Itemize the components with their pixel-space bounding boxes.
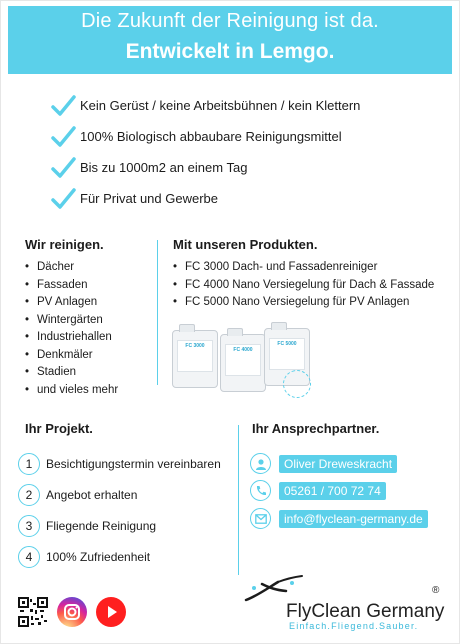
service-item: • Industriehallen xyxy=(25,329,155,347)
can-cap xyxy=(179,324,195,332)
step-number: 4 xyxy=(18,546,40,568)
product-item: • FC 4000 Nano Versiegelung für Dach & Fassade xyxy=(173,277,453,295)
person-icon xyxy=(250,453,271,474)
qr-code-icon[interactable] xyxy=(18,597,48,627)
service-item: • Dächer xyxy=(25,259,155,277)
service-item: • Denkmäler xyxy=(25,347,155,365)
registered-mark: ® xyxy=(432,585,440,596)
service-item: • PV Anlagen xyxy=(25,294,155,312)
product-item: • FC 5000 Nano Versiegelung für PV Anlagen xyxy=(173,294,453,312)
check-icon xyxy=(50,188,76,210)
check-icon xyxy=(50,126,76,148)
instagram-icon[interactable] xyxy=(57,597,87,627)
benefit-text: 100% Biologisch abbaubare Reinigungsmittel xyxy=(80,129,342,144)
benefit-item xyxy=(50,152,360,183)
contact-phone[interactable] xyxy=(250,480,386,501)
subheadline: Entwickelt in Lemgo. xyxy=(125,40,335,63)
benefit-text: Bis zu 1000m2 an einem Tag xyxy=(80,160,248,175)
step-number: 2 xyxy=(18,484,40,506)
step-text: Fliegende Reinigung xyxy=(46,519,157,533)
benefit-item xyxy=(50,90,360,121)
services-list xyxy=(25,259,155,399)
column-divider xyxy=(157,240,158,385)
project-step xyxy=(18,453,221,475)
project-title: Ihr Projekt. xyxy=(25,421,93,436)
contact-name: Oliver Dreweskracht xyxy=(279,455,397,473)
contact-person xyxy=(250,453,397,474)
benefits-list xyxy=(50,90,360,214)
phone-icon xyxy=(250,480,271,501)
brand-name: FlyClean Germany xyxy=(286,601,445,622)
headline: Die Zukunft der Reinigung ist da. xyxy=(81,10,379,32)
service-item: • und vieles mehr xyxy=(25,382,155,400)
step-text: Besichtigungstermin vereinbaren xyxy=(46,457,221,471)
can-cap xyxy=(227,328,243,336)
step-text: Angebot erhalten xyxy=(46,488,138,502)
service-item: • Fassaden xyxy=(25,277,155,295)
brand-tagline: Einfach.Fliegend.Sauber. xyxy=(289,621,419,631)
services-title: Wir reinigen. xyxy=(25,237,104,252)
products-list xyxy=(173,259,453,312)
contact-email[interactable] xyxy=(250,508,428,529)
benefit-text: Für Privat und Gewerbe xyxy=(80,191,219,206)
benefit-item xyxy=(50,183,360,214)
contact-title: Ihr Ansprechpartner. xyxy=(252,421,380,436)
product-can xyxy=(172,330,218,388)
can-label: FC 4000 xyxy=(225,344,261,376)
benefit-text: Kein Gerüst / keine Arbeitsbühnen / kein Klettern xyxy=(80,98,361,113)
header-banner xyxy=(8,6,452,74)
project-step xyxy=(18,546,150,568)
check-icon xyxy=(50,157,76,179)
product-item: • FC 3000 Dach- und Fassadenreiniger xyxy=(173,259,453,277)
products-title: Mit unseren Produkten. xyxy=(173,237,318,252)
project-step xyxy=(18,515,156,537)
column-divider xyxy=(238,425,239,575)
project-step xyxy=(18,484,137,506)
service-item: • Wintergärten xyxy=(25,312,155,330)
benefit-item xyxy=(50,121,360,152)
contact-email-address[interactable]: info@flyclean-germany.de xyxy=(279,510,428,528)
drone-logo-icon xyxy=(242,574,322,604)
service-item: • Stadien xyxy=(25,364,155,382)
product-can xyxy=(220,334,266,392)
youtube-icon[interactable] xyxy=(96,597,126,627)
check-icon xyxy=(50,95,76,117)
can-label: FC 3000 xyxy=(177,340,213,372)
step-number: 1 xyxy=(18,453,40,475)
can-cap xyxy=(271,322,287,330)
can-label: FC 5000 xyxy=(269,338,305,370)
contact-phone-number[interactable]: 05261 / 700 72 74 xyxy=(279,482,386,500)
step-number: 3 xyxy=(18,515,40,537)
step-text: 100% Zufriedenheit xyxy=(46,550,151,564)
mail-icon xyxy=(250,508,271,529)
